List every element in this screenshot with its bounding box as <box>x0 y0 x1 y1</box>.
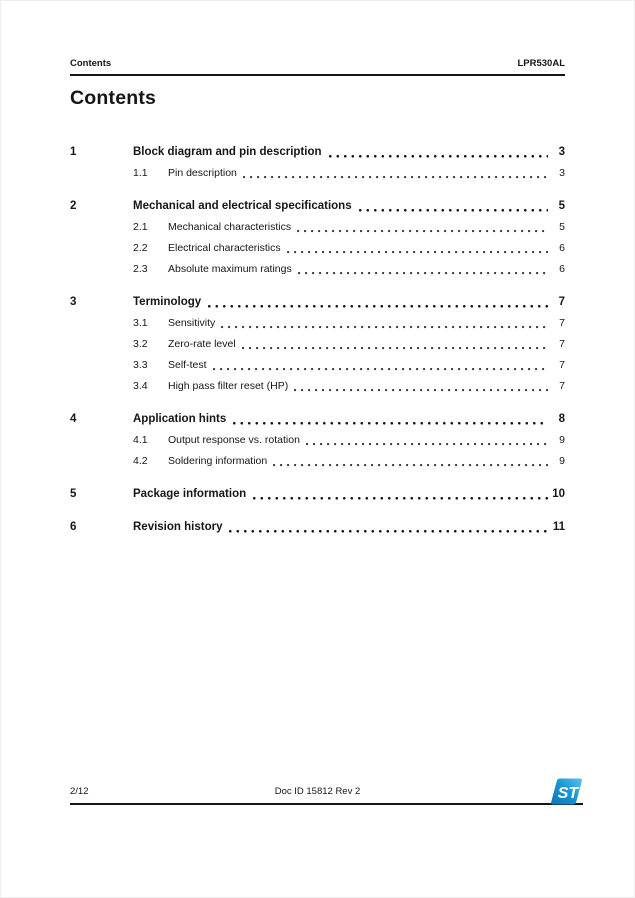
toc-entry-title: Mechanical characteristics <box>168 221 292 233</box>
toc-entry-title: Package information <box>133 488 247 500</box>
toc-entry-title: Application hints <box>133 413 227 425</box>
toc-entry-number: 2.2 <box>133 242 148 254</box>
toc-entry-number: 3.2 <box>133 338 148 350</box>
leader-dots <box>306 430 548 451</box>
leader-dots <box>298 259 548 280</box>
toc-entry-page: 10 <box>552 488 565 500</box>
leader-dots <box>329 141 548 163</box>
toc-entry-number: 3 <box>70 296 77 308</box>
toc-entry-page: 3 <box>558 146 565 158</box>
leader-dots <box>359 195 548 217</box>
running-header-partnumber: LPR530AL <box>517 58 565 69</box>
toc-entry-page: 5 <box>558 200 565 212</box>
toc-entry-title: Soldering information <box>168 455 268 467</box>
leader-dots <box>294 376 548 397</box>
toc-entry[interactable] <box>70 163 565 184</box>
leader-dots <box>297 217 548 238</box>
toc-entry-page: 6 <box>559 242 565 254</box>
toc-entry[interactable] <box>70 355 565 376</box>
toc-entry-page: 5 <box>559 221 565 233</box>
toc-entry-number: 2.1 <box>133 221 148 233</box>
toc-entry-title: Block diagram and pin description <box>133 146 322 158</box>
toc <box>70 141 565 538</box>
toc-entry-page: 3 <box>559 167 565 179</box>
toc-entry-page: 6 <box>559 263 565 275</box>
toc-entry-number: 4.1 <box>133 434 148 446</box>
toc-entry-title: Output response vs. rotation <box>168 434 300 446</box>
toc-entry-title: Mechanical and electrical specifications <box>133 200 352 212</box>
toc-entry[interactable] <box>70 238 565 259</box>
toc-entry[interactable] <box>70 334 565 355</box>
toc-entry-page: 9 <box>559 434 565 446</box>
toc-entry-number: 2 <box>70 200 77 212</box>
leader-dots <box>229 516 548 538</box>
toc-entry-page: 7 <box>559 317 565 329</box>
running-header-section: Contents <box>70 58 112 69</box>
toc-entry-title: Terminology <box>133 296 202 308</box>
toc-entry[interactable] <box>70 430 565 451</box>
toc-entry[interactable] <box>70 141 565 163</box>
leader-dots <box>233 408 548 430</box>
toc-entry-page: 7 <box>558 296 565 308</box>
toc-entry[interactable] <box>70 217 565 238</box>
toc-entry-number: 4 <box>70 413 77 425</box>
toc-entry-page: 7 <box>559 380 565 392</box>
leader-dots <box>243 163 548 184</box>
toc-entry-number: 4.2 <box>133 455 148 467</box>
toc-entry-page: 11 <box>552 521 565 533</box>
toc-entry-page: 9 <box>559 455 565 467</box>
leader-dots <box>242 334 548 355</box>
toc-entry-number: 3.3 <box>133 359 148 371</box>
toc-entry-title: Revision history <box>133 521 223 533</box>
toc-entry-number: 6 <box>70 521 77 533</box>
toc-entry-page: 7 <box>559 359 565 371</box>
toc-entry-title: Sensitivity <box>168 317 216 329</box>
toc-entry[interactable] <box>70 313 565 334</box>
toc-entry-title: Absolute maximum ratings <box>168 263 292 275</box>
toc-entry[interactable] <box>70 516 565 538</box>
toc-entry[interactable] <box>70 376 565 397</box>
toc-entry[interactable] <box>70 259 565 280</box>
toc-entry-number: 5 <box>70 488 77 500</box>
leader-dots <box>287 238 548 259</box>
st-logo-icon <box>550 778 583 805</box>
toc-entry-number: 3.1 <box>133 317 148 329</box>
header-rule <box>70 74 565 76</box>
toc-entry-title: High pass filter reset (HP) <box>168 380 289 392</box>
page-title: Contents <box>70 87 157 109</box>
footer-rule <box>70 803 583 805</box>
toc-entry[interactable] <box>70 483 565 505</box>
running-header <box>70 58 565 69</box>
toc-entry-number: 1 <box>70 146 77 158</box>
toc-entry-number: 2.3 <box>133 263 148 275</box>
leader-dots <box>253 483 548 505</box>
leader-dots <box>208 291 548 313</box>
toc-entry-title: Electrical characteristics <box>168 242 281 254</box>
toc-entry-number: 1.1 <box>133 167 148 179</box>
footer-page-number: 2/12 <box>70 786 89 797</box>
toc-entry-page: 7 <box>559 338 565 350</box>
toc-entry[interactable] <box>70 451 565 472</box>
toc-entry-title: Pin description <box>168 167 237 179</box>
toc-entry-number: 3.4 <box>133 380 148 392</box>
toc-entry[interactable] <box>70 291 565 313</box>
toc-entry[interactable] <box>70 408 565 430</box>
leader-dots <box>221 313 548 334</box>
toc-entry-title: Self-test <box>168 359 207 371</box>
toc-entry[interactable] <box>70 195 565 217</box>
leader-dots <box>213 355 548 376</box>
st-logo-text: ST <box>557 784 579 802</box>
leader-dots <box>273 451 548 472</box>
toc-entry-page: 8 <box>558 413 565 425</box>
footer-doc-id: Doc ID 15812 Rev 2 <box>274 786 361 797</box>
toc-entry-title: Zero-rate level <box>168 338 236 350</box>
